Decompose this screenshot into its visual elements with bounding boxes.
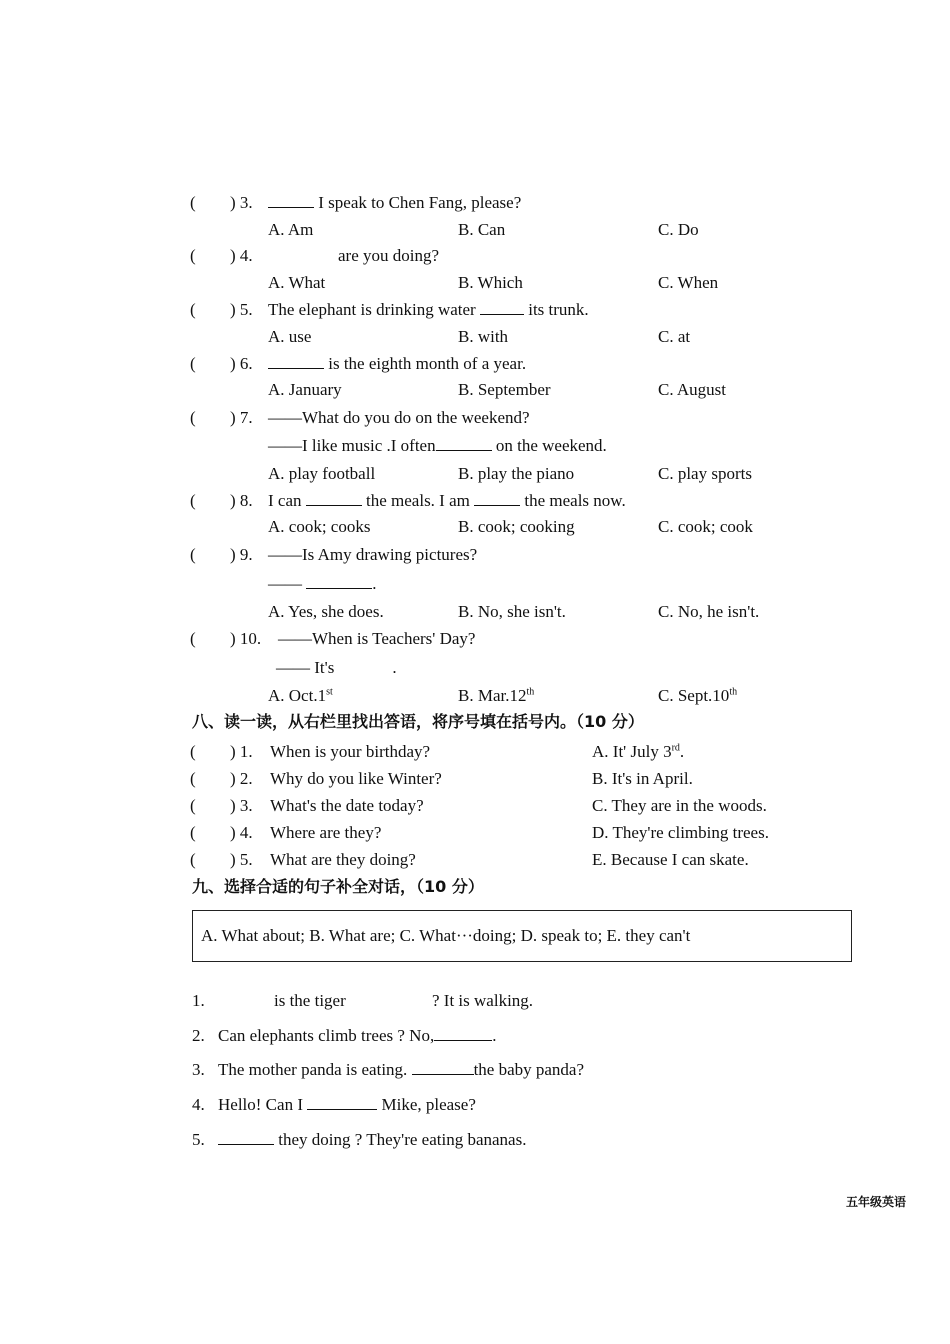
option-b: B. September [458,380,551,399]
question-number: ) 8. [230,491,253,510]
answer-blank [306,574,372,589]
question-text: ——Is Amy drawing pictures? [268,545,478,564]
answer-blank [307,1095,377,1110]
question-number: ) 1. [230,742,253,761]
option-c: C. Do [658,220,699,239]
question-text: I can the meals. I am the meals now. [268,491,626,510]
answer-paren: ( [190,193,196,212]
answer-option: C. They are in the woods. [592,796,767,815]
question-number: ) 5. [230,300,253,319]
option-a: A. play football [268,464,376,483]
answer-paren: ( [190,545,196,564]
question-number: ) 2. [230,769,253,788]
question-number: ) 3. [230,796,253,815]
answer-paren: ( [190,850,196,869]
question-text: ——What do you do on the weekend? [268,408,530,427]
question-text: What are they doing? [270,850,416,869]
answer-paren: ( [190,491,196,510]
answer-line: —— It's . [276,658,397,677]
question-text: The elephant is drinking water its trunk. [268,300,589,319]
question-text: Where are they? [270,823,382,842]
answer-blank [218,1130,274,1145]
question-text: Why do you like Winter? [270,769,442,788]
answer-blank [268,354,324,369]
section-heading: 八、读一读，从右栏里找出答语，将序号填在括号内。（10 分） [192,712,644,731]
dialogue-text: they doing ? They're eating bananas. [218,1130,526,1150]
option-a: A. January [268,380,342,399]
word-bank-box [192,910,852,962]
option-c: C. cook; cook [658,517,753,536]
line-number: 2. [192,1026,205,1045]
option-a: A. What [268,273,326,292]
option-a: A. cook; cooks [268,517,371,536]
answer-option: B. It's in April. [592,769,693,788]
answer-line: ——I like music .I often on the weekend. [268,436,607,455]
question-text: are you doing? [338,246,440,265]
question-number: ) 5. [230,850,253,869]
option-c: C. When [658,273,719,292]
question-number: ) 6. [230,354,253,373]
answer-blank [474,491,520,506]
option-b: B. No, she isn't. [458,602,566,621]
line-number: 3. [192,1060,205,1079]
line-number: 1. [192,991,205,1010]
question-number: ) 3. [230,193,253,212]
option-c: C. play sports [658,464,752,483]
dialogue-text: ? It is walking. [432,991,534,1010]
answer-blank [480,300,524,315]
answer-paren: ( [190,742,196,761]
answer-blank [268,193,314,208]
question-number: ) 9. [230,545,253,564]
word-bank-text: A. What about; B. What are; C. What···doing; D. speak to; E. they can't [201,926,691,945]
question-text: What's the date today? [270,796,424,815]
question-text: I speak to Chen Fang, please? [268,193,521,213]
answer-line: —— . [268,574,377,593]
question-text: is the eighth month of a year. [268,354,526,374]
dialogue-text: The mother panda is eating. the baby panda? [218,1060,585,1079]
option-c: C. August [658,380,727,399]
option-a: A. Oct.1st [268,686,333,705]
line-number: 4. [192,1095,205,1114]
option-b: B. play the piano [458,464,575,483]
answer-blank [434,1026,492,1041]
question-number: ) 4. [230,823,253,842]
question-number: ) 4. [230,246,253,265]
question-text: ——When is Teachers' Day? [278,629,476,648]
option-b: B. cook; cooking [458,517,575,536]
answer-paren: ( [190,300,196,319]
question-text: When is your birthday? [270,742,431,761]
page-footer-label: 五年级英语 [846,1195,907,1209]
option-b: B. Can [458,220,506,239]
option-b: B. with [458,327,509,346]
option-c: C. Sept.10th [658,686,738,705]
option-c: C. No, he isn't. [658,602,760,621]
answer-blank [436,436,492,451]
answer-blank [412,1060,474,1075]
option-b: B. Which [458,273,523,292]
dialogue-text: is the tiger [274,991,346,1010]
option-b: B. Mar.12th [458,686,535,705]
answer-paren: ( [190,823,196,842]
option-a: A. Yes, she does. [268,602,384,621]
section-heading: 九、选择合适的句子补全对话，（10 分） [192,877,484,896]
answer-paren: ( [190,796,196,815]
answer-paren: ( [190,246,196,265]
option-a: A. use [268,327,312,346]
answer-paren: ( [190,408,196,427]
answer-paren: ( [190,769,196,788]
answer-option: A. It' July 3rd. [592,742,685,761]
question-number: ) 10. [230,629,262,648]
answer-option: D. They're climbing trees. [592,823,769,842]
answer-paren: ( [190,354,196,373]
answer-paren: ( [190,629,196,648]
answer-blank [306,491,362,506]
question-number: ) 7. [230,408,253,427]
dialogue-text: Can elephants climb trees ? No, . [218,1026,497,1045]
option-a: A. Am [268,220,314,239]
option-c: C. at [658,327,691,346]
dialogue-text: Hello! Can I Mike, please? [218,1095,476,1114]
line-number: 5. [192,1130,205,1149]
answer-option: E. Because I can skate. [592,850,749,869]
